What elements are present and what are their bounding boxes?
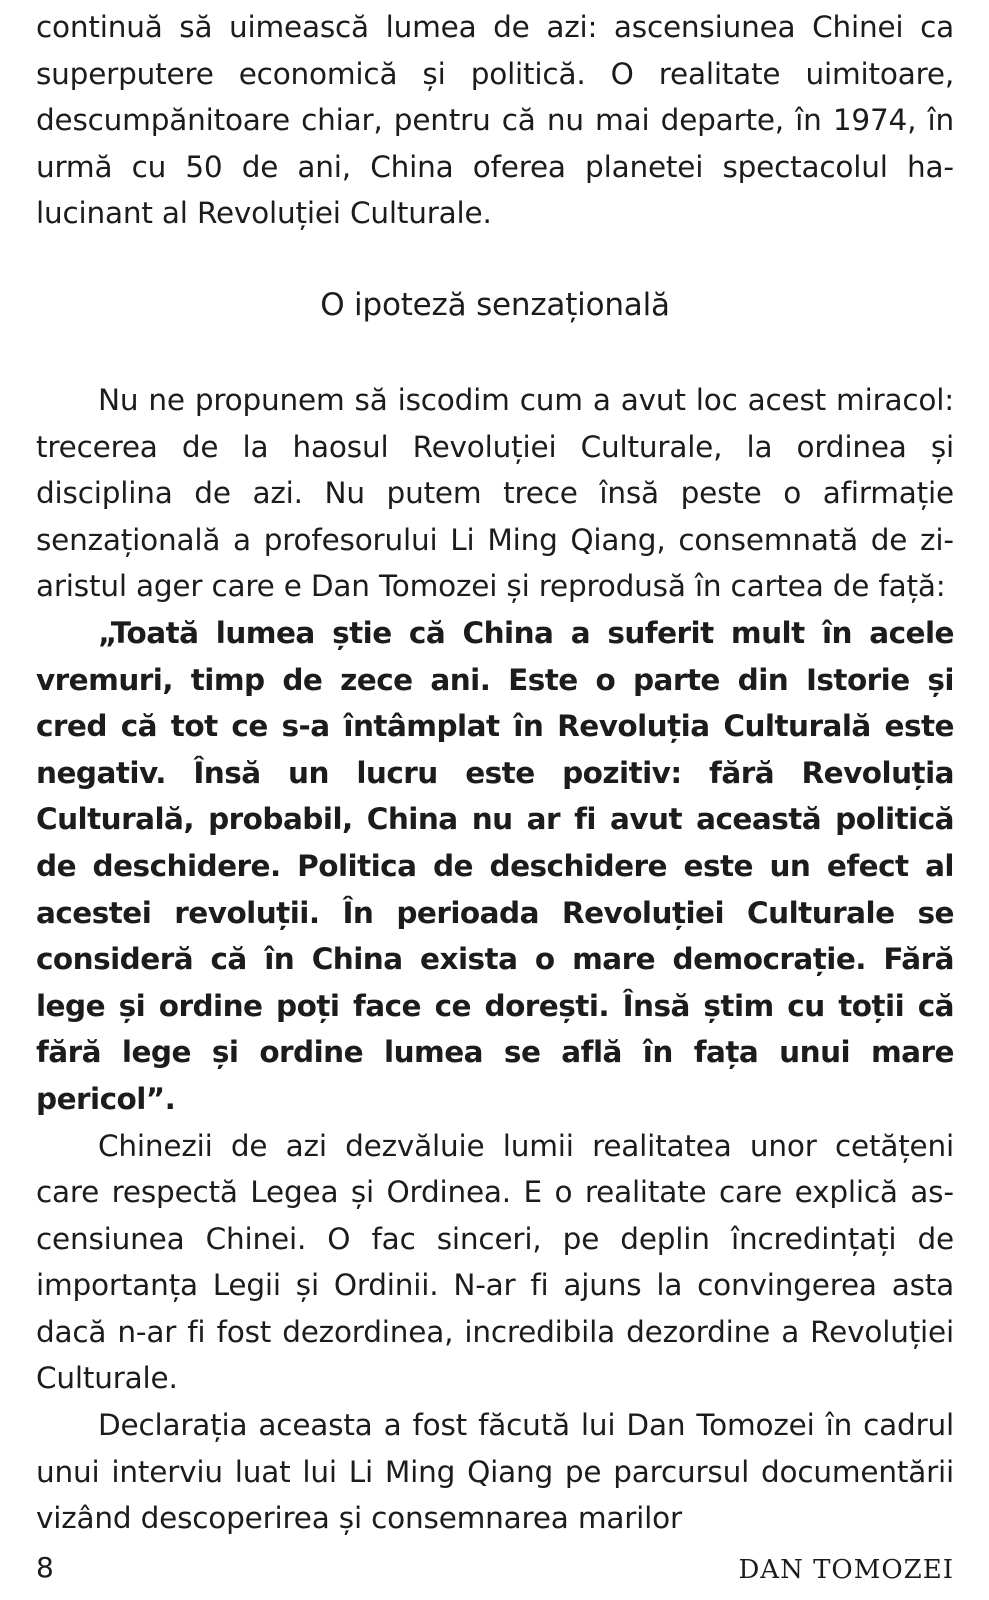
section-heading: O ipoteză senzațională bbox=[320, 287, 670, 323]
page-number: 8 bbox=[36, 1551, 54, 1584]
paragraph-3: Declarația aceasta a fost făcută lui Dan Tomozei în cadrul unui interviu luat lui Li Ming Qiang pe parcursul documentării vizând descoperirea și consemnarea marilor bbox=[36, 1408, 954, 1536]
quote-paragraph: „Toată lumea știe că China a suferit mult în acele vremuri, timp de zece ani. Este o parte din Istorie și cred că tot ce s-a întâmplat în Revoluția Culturală este negativ. Însă un lucru este pozitiv: fără Revoluția Culturală, probabil, China nu ar fi avut această politică de deschidere. Politica de deschidere este un efect al acestei revoluții. În perioada Revoluției Culturale se consideră că în China exista o mare democrație. Fără lege și ordine poți face ce dorești. Însă știm cu toții că fără lege și ordine lumea se află în fața unui mare pericol”. bbox=[36, 615, 954, 1116]
paragraph-1: Nu ne propunem să iscodim cum a avut loc acest miracol: trecerea de la haosul Revoluției Culturale, la ordinea și disciplina de azi. Nu putem trece însă peste o afirmație senzațională a profesorului Li Ming Qiang, consemnată de ziaristul ager care e Dan Tomozei și reprodusă în cartea de față: bbox=[36, 383, 954, 604]
body-text bbox=[36, 377, 954, 1542]
page-footer bbox=[36, 1545, 954, 1591]
intro-paragraph: continuă să uimească lumea de azi: ascensiunea Chinei ca superputere economică și politică. O realitate uimitoare, descumpănitoare chiar, pentru că nu mai departe, în 1974, în urmă cu 50 de ani, China oferea planetei spectacolul halucinant al Revoluției Culturale. bbox=[36, 10, 954, 231]
running-head-author: DAN TOMOZEI bbox=[738, 1555, 954, 1585]
paragraph-2: Chinezii de azi dezvăluie lumii realitatea unor cetățeni care respectă Legea și Ordinea. E o realitate care explică ascensiunea Chinei. O fac sinceri, pe deplin încredințați de importanța Legii și Ordinii. N-ar fi ajuns la convingerea asta dacă n-ar fi fost dezordinea, incredibila dezordine a Revoluției Culturale. bbox=[36, 1128, 954, 1396]
book-page bbox=[36, 0, 954, 1600]
